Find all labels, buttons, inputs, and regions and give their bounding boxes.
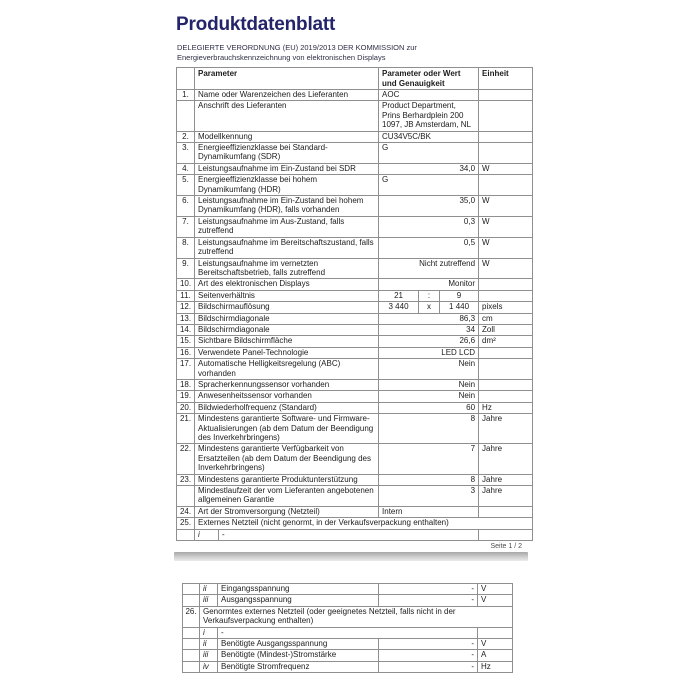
unit-label [479, 90, 533, 101]
table-row [177, 143, 533, 164]
header-unit: Einheit [479, 68, 533, 90]
row-number: 14. [177, 324, 195, 335]
row-number: 2. [177, 131, 195, 142]
page-title: Produktdatenblatt [176, 14, 336, 35]
datasheet-page-2 [182, 583, 512, 673]
unit-label: V [478, 639, 513, 650]
table-row [177, 347, 533, 358]
parameter-value: - [379, 584, 478, 595]
parameter-label: Art des elektronischen Displays [195, 279, 379, 290]
row-number: 23. [177, 474, 195, 485]
ratio-separator: : [419, 290, 440, 301]
parameter-label: Bildschirmauflösung [195, 302, 379, 313]
row-number: 21. [177, 414, 195, 444]
value-part-1: 3 440 [379, 302, 419, 313]
parameter-value: - [379, 650, 478, 661]
sub-row-numeral: ii [200, 584, 218, 595]
table-row [177, 391, 533, 402]
parameter-label: Modellkennung [195, 131, 379, 142]
regulation-subtitle-line1: DELEGIERTE VERORDNUNG (EU) 2019/2013 DER KOMMISSION zur [177, 43, 417, 52]
table-row-spanning [183, 606, 513, 627]
unit-label: W [479, 258, 533, 279]
parameter-value: Nicht zutreffend [379, 258, 479, 279]
parameter-label: Anschrift des Lieferanten [195, 101, 379, 131]
unit-label: cm [479, 313, 533, 324]
header-parameter: Parameter [195, 68, 379, 90]
row-number: 24. [177, 506, 195, 517]
parameter-value: - [379, 595, 478, 606]
parameter-value: 8 [379, 414, 479, 444]
parameter-label: Energieeffizienzklasse bei Standard-Dynamikumfang (SDR) [195, 143, 379, 164]
parameter-value: AOC [379, 90, 479, 101]
parameter-value: G [379, 175, 479, 196]
unit-label [479, 506, 533, 517]
sub-row-numeral: iv [200, 661, 218, 672]
row-number: 6. [177, 196, 195, 217]
value-part-1: 21 [379, 290, 419, 301]
row-number [183, 639, 200, 650]
page-number-footer: Seite 1 / 2 [490, 543, 522, 551]
parameter-value: - [379, 661, 478, 672]
parameter-value: Nein [379, 359, 479, 380]
resolution-separator: x [419, 302, 440, 313]
unit-label: V [478, 595, 513, 606]
parameter-value: - [218, 627, 478, 638]
unit-label: Jahre [479, 474, 533, 485]
row-number: 20. [177, 402, 195, 413]
unit-label: dm² [479, 336, 533, 347]
unit-label: W [479, 216, 533, 237]
row-number: 19. [177, 391, 195, 402]
header-empty-cell [177, 68, 195, 90]
unit-label: A [478, 650, 513, 661]
row-number [183, 661, 200, 672]
parameter-label: Genormtes externes Netzteil (oder geeignetes Netzteil, falls nicht in der Verkaufsverpackung enthalten) [200, 606, 513, 627]
parameter-label: Bildschirmdiagonale [195, 313, 379, 324]
parameter-label: Externes Netzteil (nicht genormt, in der Verkaufsverpackung enthalten) [195, 518, 533, 529]
row-number [183, 627, 200, 638]
row-number: 22. [177, 444, 195, 474]
parameter-value: 34,0 [379, 163, 479, 174]
parameter-label: Mindestens garantierte Software- und Firmware-Aktualisierungen (ab dem Datum der Beendigung des Inverkehrbringens) [195, 414, 379, 444]
sub-row-numeral: iii [200, 595, 218, 606]
row-number [177, 529, 195, 540]
parameter-label: Art der Stromversorgung (Netzteil) [195, 506, 379, 517]
table-sub-row [183, 661, 513, 672]
parameter-value: - [379, 639, 478, 650]
unit-label: W [479, 196, 533, 217]
table-row [177, 163, 533, 174]
parameter-value: Intern [379, 506, 479, 517]
regulation-subtitle [177, 43, 532, 62]
datasheet-page-1 [176, 14, 532, 550]
table-row [177, 444, 533, 474]
unit-label: pixels [479, 302, 533, 313]
parameter-value: CU34V5C/BK [379, 131, 479, 142]
parameter-value: 26,6 [379, 336, 479, 347]
table-row [177, 175, 533, 196]
datasheet-table-page1 [176, 67, 533, 541]
parameter-label: Spracherkennungssensor vorhanden [195, 379, 379, 390]
table-row [177, 131, 533, 142]
row-number: 12. [177, 302, 195, 313]
row-number: 26. [183, 606, 200, 627]
row-number: 4. [177, 163, 195, 174]
parameter-value: Product Department, Prins Berhardplein 200 1097, JB Amsterdam, NL [379, 101, 479, 131]
sub-row-numeral: ii [200, 639, 218, 650]
row-number: 7. [177, 216, 195, 237]
parameter-label: Leistungsaufnahme im Ein-Zustand bei hohem Dynamikumfang (HDR), falls vorhanden [195, 196, 379, 217]
unit-label [479, 101, 533, 131]
parameter-label: Benötigte (Mindest-)Stromstärke [218, 650, 379, 661]
table-sub-row [183, 627, 513, 638]
table-row [177, 258, 533, 279]
unit-label: Jahre [479, 444, 533, 474]
unit-label: Jahre [479, 486, 533, 507]
table-row [177, 237, 533, 258]
parameter-label: Bildschirmdiagonale [195, 324, 379, 335]
row-number [183, 584, 200, 595]
parameter-value: 34 [379, 324, 479, 335]
unit-label [479, 279, 533, 290]
parameter-label: Mindestlaufzeit der vom Lieferanten angebotenen allgemeinen Garantie [195, 486, 379, 507]
parameter-label: Leistungsaufnahme im Aus-Zustand, falls zutreffend [195, 216, 379, 237]
parameter-label: Seitenverhältnis [195, 290, 379, 301]
parameter-label: Leistungsaufnahme im Bereitschaftszustand, falls zutreffend [195, 237, 379, 258]
table-row [177, 359, 533, 380]
parameter-label: Bildwiederholfrequenz (Standard) [195, 402, 379, 413]
parameter-value: Monitor [379, 279, 479, 290]
sub-row-numeral: i [200, 627, 218, 638]
unit-label: Hz [478, 661, 513, 672]
parameter-label: Mindestens garantierte Produktunterstützung [195, 474, 379, 485]
unit-label [479, 290, 533, 301]
table-row [177, 379, 533, 390]
table-sub-row [183, 639, 513, 650]
parameter-label: Automatische Helligkeitsregelung (ABC) vorhanden [195, 359, 379, 380]
unit-label [479, 175, 533, 196]
parameter-value: 3 [379, 486, 479, 507]
row-number: 13. [177, 313, 195, 324]
table-row [177, 402, 533, 413]
unit-label [479, 359, 533, 380]
table-row [177, 336, 533, 347]
row-number: 8. [177, 237, 195, 258]
sub-row-numeral: iii [200, 650, 218, 661]
table-header-row [177, 68, 533, 90]
parameter-value: LED LCD [379, 347, 479, 358]
row-number: 11. [177, 290, 195, 301]
parameter-value: 35,0 [379, 196, 479, 217]
datasheet-table-page2 [182, 583, 513, 673]
unit-label: V [478, 584, 513, 595]
unit-label [479, 131, 533, 142]
row-number [183, 650, 200, 661]
parameter-value: Nein [379, 379, 479, 390]
parameter-value: G [379, 143, 479, 164]
table-row [177, 313, 533, 324]
unit-label [479, 379, 533, 390]
parameter-label: Mindestens garantierte Verfügbarkeit von Ersatzteilen (ab dem Datum der Beendigung des Inverkehrbringens) [195, 444, 379, 474]
parameter-label: Verwendete Panel-Technologie [195, 347, 379, 358]
value-part-2: 1 440 [440, 302, 479, 313]
parameter-label: Leistungsaufnahme im Ein-Zustand bei SDR [195, 163, 379, 174]
table-row-spanning [177, 518, 533, 529]
row-number: 5. [177, 175, 195, 196]
parameter-value: 0,3 [379, 216, 479, 237]
row-number [177, 101, 195, 131]
parameter-label: Anwesenheitssensor vorhanden [195, 391, 379, 402]
table-row [177, 90, 533, 101]
parameter-label: Energieeffizienzklasse bei hohem Dynamikumfang (HDR) [195, 175, 379, 196]
row-number: 16. [177, 347, 195, 358]
row-number: 25. [177, 518, 195, 529]
parameter-value: - [219, 529, 479, 540]
parameter-value: Nein [379, 391, 479, 402]
unit-label: W [479, 237, 533, 258]
table-row [177, 101, 533, 131]
table-row [177, 486, 533, 507]
parameter-value: 8 [379, 474, 479, 485]
unit-label: W [479, 163, 533, 174]
page-separator [174, 552, 528, 561]
unit-label: Zoll [479, 324, 533, 335]
table-sub-row [183, 650, 513, 661]
parameter-label: Sichtbare Bildschirmfläche [195, 336, 379, 347]
row-number [177, 486, 195, 507]
parameter-value: 86,3 [379, 313, 479, 324]
parameter-label: Eingangsspannung [218, 584, 379, 595]
row-number: 18. [177, 379, 195, 390]
unit-label: Hz [479, 402, 533, 413]
row-number: 9. [177, 258, 195, 279]
table-row [177, 279, 533, 290]
unit-label: Jahre [479, 414, 533, 444]
table-sub-row [183, 584, 513, 595]
parameter-label: Benötigte Stromfrequenz [218, 661, 379, 672]
row-number: 15. [177, 336, 195, 347]
unit-label [478, 627, 513, 638]
parameter-label: Name oder Warenzeichen des Lieferanten [195, 90, 379, 101]
table-row-aspect-ratio [177, 290, 533, 301]
table-row [177, 216, 533, 237]
unit-label [479, 347, 533, 358]
header-value: Parameter oder Wert und Genauigkeit [379, 68, 479, 90]
parameter-value: 0,5 [379, 237, 479, 258]
row-number: 17. [177, 359, 195, 380]
parameter-label: Ausgangsspannung [218, 595, 379, 606]
row-number: 3. [177, 143, 195, 164]
sub-row-numeral: i [195, 529, 219, 540]
table-sub-row [177, 529, 533, 540]
unit-label [479, 143, 533, 164]
parameter-value: 60 [379, 402, 479, 413]
table-row [177, 474, 533, 485]
regulation-subtitle-line2: Energieverbrauchskennzeichnung von elektronischen Displays [177, 52, 386, 62]
parameter-value: 7 [379, 444, 479, 474]
row-number [183, 595, 200, 606]
table-row-resolution [177, 302, 533, 313]
table-sub-row [183, 595, 513, 606]
parameter-label: Benötigte Ausgangsspannung [218, 639, 379, 650]
table-row [177, 506, 533, 517]
unit-label [479, 529, 533, 540]
row-number: 1. [177, 90, 195, 101]
unit-label [479, 391, 533, 402]
row-number: 10. [177, 279, 195, 290]
value-part-2: 9 [440, 290, 479, 301]
table-row [177, 414, 533, 444]
parameter-label: Leistungsaufnahme im vernetzten Bereitschaftsbetrieb, falls zutreffend [195, 258, 379, 279]
table-row [177, 324, 533, 335]
table-row [177, 196, 533, 217]
